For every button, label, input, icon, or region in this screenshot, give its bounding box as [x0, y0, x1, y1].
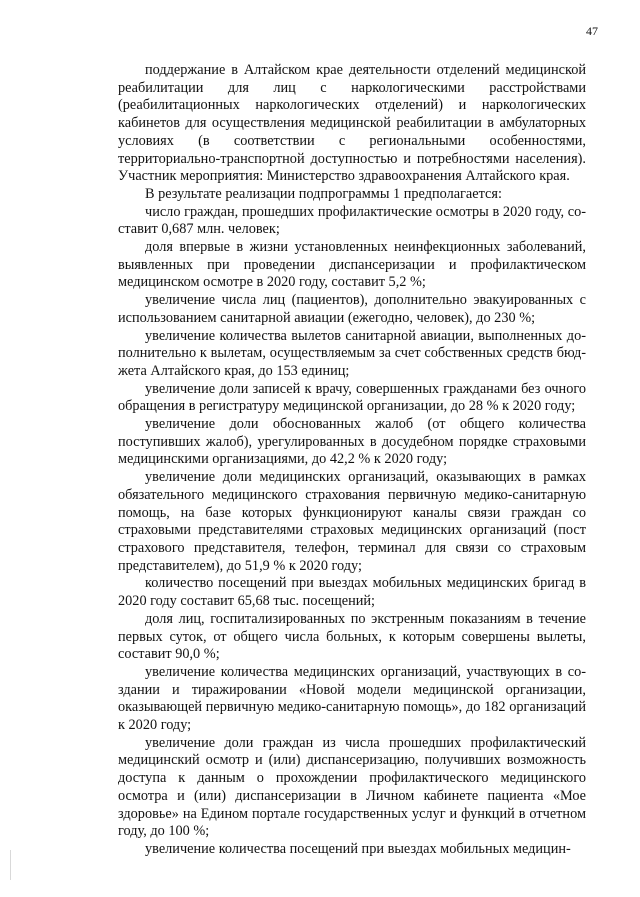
paragraph-9: увеличение доли медицинских организаций, оказывающих в рамках обязательного медицинского страхования первичную медико-санитарную помощь, на базе которых функционируют каналы связи граждан со страховыми представителями страховых медицинских организаций (пост страхового представителя, телефон, терминал для связи со страховым представителем), до 51,9 % к 2020 году;	[118, 469, 586, 574]
paragraph-1: поддержание в Алтайском крае деятельности отделений медицинской реабилитации для лиц с наркологическими расстройствами (реабилитационных наркологических отделений) и наркологических кабинетов для осуществления медицинской реабилитации в амбулаторных условиях (в соответствии с региональными особенностями, территориально-транспортной доступностью и потребностями населения). Участник мероприятия: Министерство здравоохранения Алтайского края.	[118, 62, 586, 185]
scan-margin-mark	[10, 850, 11, 880]
document-body	[118, 62, 586, 859]
paragraph-14: увеличение количества посещений при выездах мобильных медицин-	[145, 840, 571, 857]
paragraph-7: увеличение доли записей к врачу, совершенных гражданами без очного обращения в регистратуру медицинской организации, до 28 % к 2020 году;	[118, 380, 586, 415]
paragraph-2: В результате реализации подпрограммы 1 предполагается:	[145, 185, 502, 202]
paragraph-4: доля впервые в жизни установленных неинфекционных заболеваний, выявленных при проведении диспансеризации и профилактическом медицинском осмотре в 2020 году, составит 5,2 %;	[118, 239, 586, 291]
paragraph-10: количество посещений при выездах мобильных медицинских бригад в 2020 году составит 65,68 тыс. посещений;	[118, 575, 586, 610]
paragraph-3: число граждан, прошедших профилактические осмотры в 2020 году, составит 0,687 млн. человек;	[118, 203, 586, 238]
paragraph-11: доля лиц, госпитализированных по экстренным показаниям в течение первых суток, от общего числа больных, к которым совершены вылеты, составит 90,0 %;	[118, 610, 586, 663]
paragraph-13: увеличение доли граждан из числа прошедших профилактический медицинский осмотр и (или) диспансеризацию, получивших возможность доступа к данным о прохождении профилактического медицинского осмотра и (или) диспансеризации в Личном кабинете пациента «Мое здоровье» на Едином портале государственных услуг и функций в отчетном году, до 100 %;	[118, 734, 586, 840]
page-number: 47	[586, 24, 598, 38]
paragraph-6: увеличение количества вылетов санитарной авиации, выполненных дополнительно к вылетам, осуществляемым за счет собственных средств бюджета Алтайского края, до 153 единиц;	[118, 327, 586, 379]
paragraph-8: увеличение доли обоснованных жалоб (от общего количества поступивших жалоб), урегулированных в досудебном порядке страховыми медицинскими организациями, до 42,2 % к 2020 году;	[118, 416, 586, 468]
paragraph-5: увеличение числа лиц (пациентов), дополнительно эвакуированных с использованием санитарной авиации (ежегодно, человек), до 230 %;	[118, 292, 586, 326]
paragraph-12: увеличение количества медицинских организаций, участвующих в создании и тиражировании «Новой модели медицинской организации, оказывающей первичную медико-санитарную помощь», до 182 организаций к 2020 году;	[118, 663, 586, 734]
